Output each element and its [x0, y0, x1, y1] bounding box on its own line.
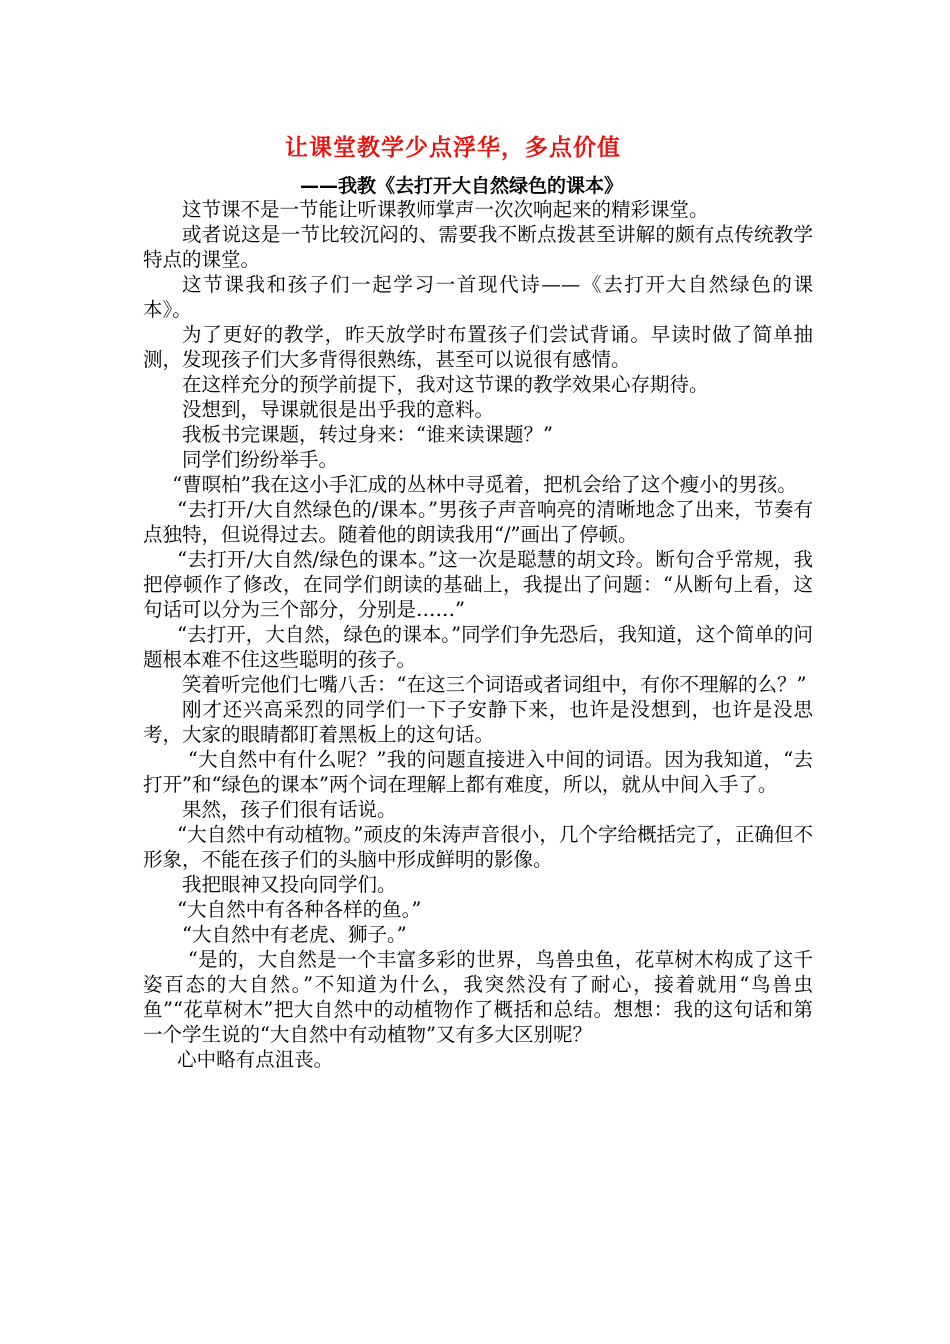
document-body — [143, 197, 813, 1072]
paragraph: “去打开/大自然/绿色的课本。”这一次是聪慧的胡文玲。断句合乎常规，我把停顿作了修改，在同学们朗读的基础上，我提出了问题：“从断句上看，这句话可以分为三个部分，分别是……” — [143, 548, 813, 621]
paragraph: 这节课我和孩子们一起学习一首现代诗——《去打开大自然绿色的课本》。 — [143, 273, 813, 321]
paragraph: 刚才还兴高采烈的同学们一下子安静下来，也许是没想到，也许是没思考，大家的眼睛都盯着黑板上的这句话。 — [143, 698, 813, 746]
paragraph: “去打开，大自然，绿色的课本。”同学们争先恐后，我知道，这个简单的问题根本难不住这些聪明的孩子。 — [143, 623, 813, 671]
paragraph: 我板书完课题，转过身来：“谁来读课题？” — [182, 423, 553, 446]
paragraph: 或者说这是一节比较沉闷的、需要我不断点拨甚至讲解的颇有点传统教学特点的课堂。 — [143, 223, 813, 271]
paragraph: “大自然中有动植物。”顽皮的朱涛声音很小，几个字给概括完了，正确但不形象，不能在孩子们的头脑中形成鲜明的影像。 — [143, 823, 813, 871]
document-title: 让课堂教学少点浮华，多点价值 — [285, 135, 621, 161]
paragraph: “是的，大自然是一个丰富多彩的世界，鸟兽虫鱼，花草树木构成了这千姿百态的大自然。”不知道为什么，我突然没有了耐心，接着就用“鸟兽虫鱼”“花草树木”把大自然中的动植物作了概括和总结。想想：我的这句话和第一个学生说的“大自然中有动植物”又有多大区别呢？ — [143, 948, 813, 1046]
paragraph: 没想到，导课就很是出乎我的意料。 — [182, 398, 495, 421]
paragraph: “去打开/大自然绿色的/课本。”男孩子声音响亮的清晰地念了出来，节奏有点独特，但说得过去。随着他的朗读我用“/”画出了停顿。 — [143, 498, 813, 546]
paragraph: “大自然中有老虎、狮子。” — [182, 923, 407, 946]
document-subtitle: ——我教《去打开大自然绿色的课本》 — [300, 175, 624, 197]
paragraph: 同学们纷纷举手。 — [182, 448, 339, 471]
paragraph: 这节课不是一节能让听课教师掌声一次次响起来的精彩课堂。 — [182, 198, 709, 221]
paragraph: 心中略有点沮丧。 — [177, 1048, 334, 1071]
paragraph: 为了更好的教学，昨天放学时布置孩子们尝试背诵。早读时做了简单抽测，发现孩子们大多背得很熟练，甚至可以说很有感情。 — [143, 323, 813, 371]
paragraph: 果然，孩子们很有话说。 — [182, 798, 397, 821]
paragraph: “曹暝柏”我在这小手汇成的丛林中寻觅着，把机会给了这个瘦小的男孩。 — [172, 473, 797, 496]
paragraph: 笑着听完他们七嘴八舌：“在这三个词语或者词组中，有你不理解的么？” — [182, 673, 807, 696]
paragraph: 在这样充分的预学前提下，我对这节课的教学效果心存期待。 — [182, 373, 709, 396]
paragraph: 我把眼神又投向同学们。 — [182, 873, 397, 896]
paragraph: “大自然中有什么呢？”我的问题直接进入中间的词语。因为我知道，“去打开”和“绿色的课本”两个词在理解上都有难度，所以，就从中间入手了。 — [143, 748, 813, 796]
paragraph: “大自然中有各种各样的鱼。” — [177, 898, 422, 921]
